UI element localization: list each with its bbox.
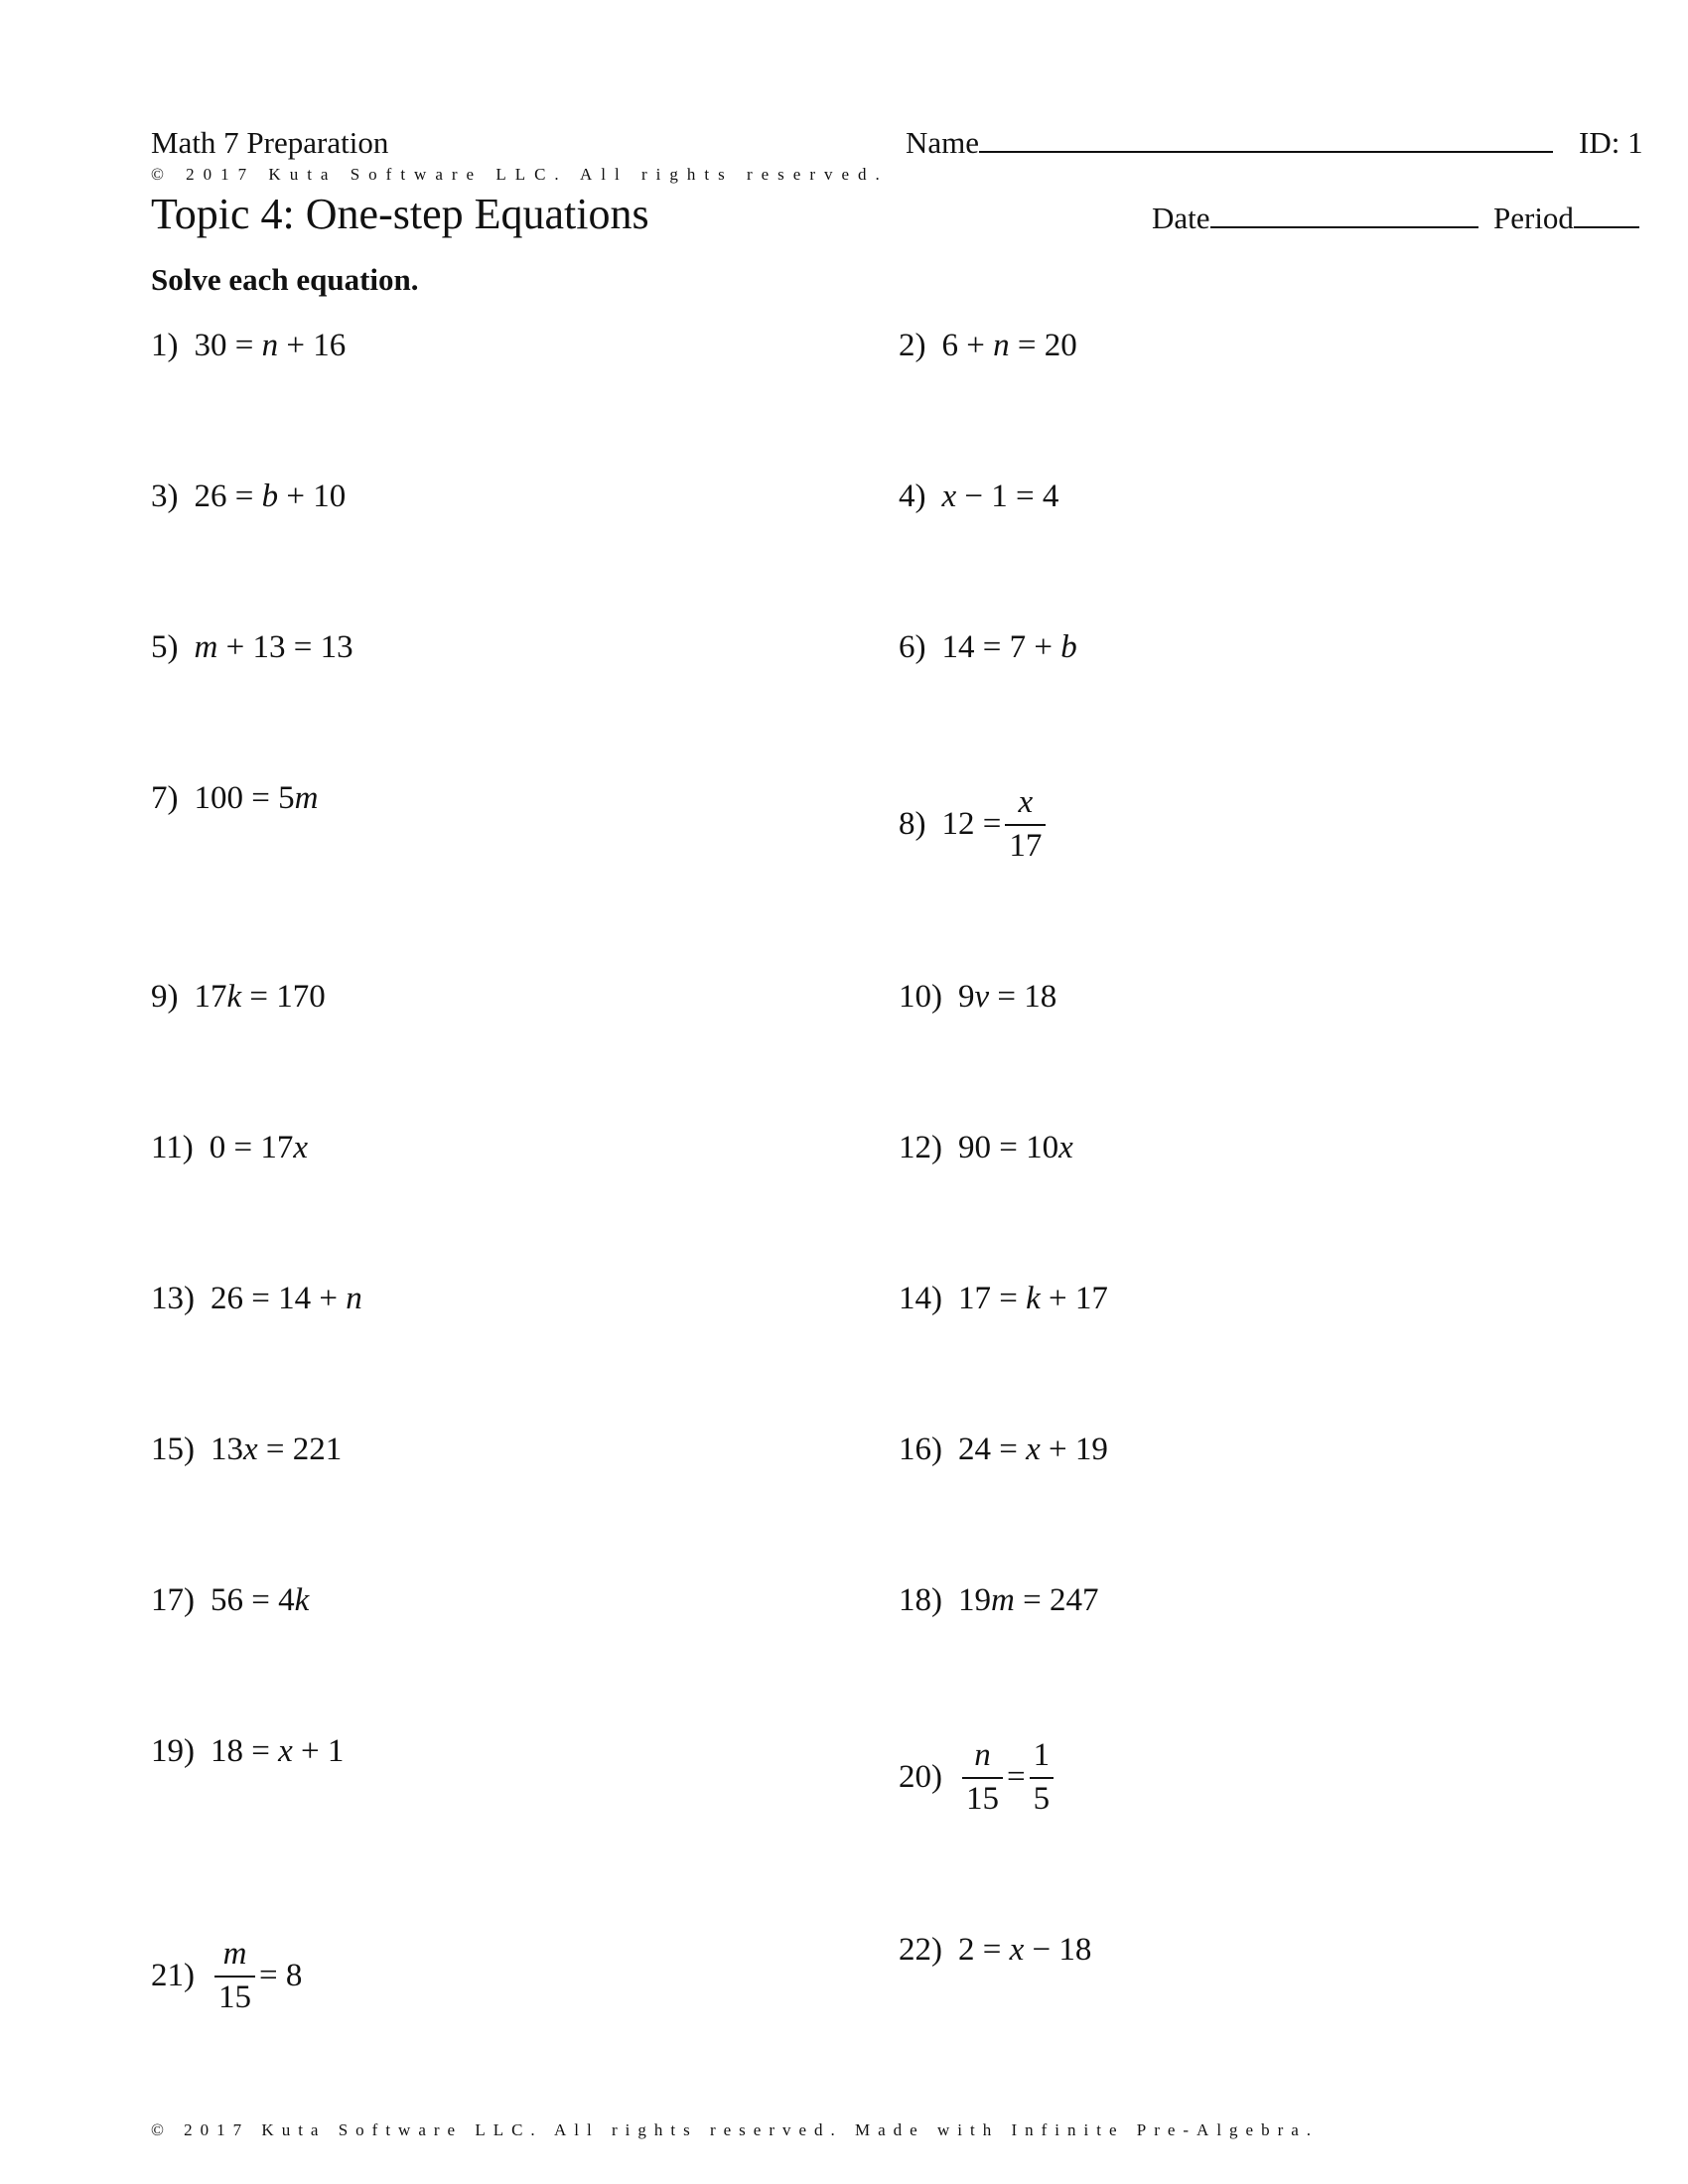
problem-number: 5) bbox=[151, 629, 179, 665]
problem-number: 18) bbox=[899, 1582, 942, 1618]
problem-14 bbox=[899, 1281, 1108, 1317]
problem-7 bbox=[151, 780, 318, 817]
problem-2 bbox=[899, 328, 1077, 364]
variable: x bbox=[278, 1733, 293, 1769]
problem-20 bbox=[899, 1737, 1057, 1819]
equation-suffix: = 18 bbox=[989, 979, 1057, 1015]
problem-number: 2) bbox=[899, 328, 926, 363]
equation-prefix: 19 bbox=[958, 1582, 991, 1618]
problem-number: 19) bbox=[151, 1733, 195, 1769]
problem-number: 20) bbox=[899, 1759, 942, 1796]
problem-4 bbox=[899, 478, 1058, 515]
equation-prefix: 2 = bbox=[958, 1932, 1010, 1968]
fraction bbox=[214, 1936, 255, 2017]
name-label: Name bbox=[906, 125, 980, 160]
problem-number: 16) bbox=[899, 1432, 942, 1467]
equation-suffix: = 170 bbox=[241, 979, 326, 1015]
equation bbox=[195, 780, 319, 817]
equation-prefix: 30 = bbox=[194, 328, 262, 363]
problem-number: 15) bbox=[151, 1432, 195, 1467]
fraction-denominator: 15 bbox=[962, 1777, 1003, 1819]
equation-prefix: 17 = bbox=[958, 1281, 1027, 1316]
variable: b bbox=[261, 478, 279, 514]
equation bbox=[958, 1432, 1108, 1468]
equation bbox=[211, 1936, 302, 2017]
topic-title: Topic 4: One-step Equations bbox=[151, 190, 649, 238]
problem-number: 7) bbox=[151, 780, 179, 816]
problem-number: 11) bbox=[151, 1130, 194, 1165]
fraction-numerator: m bbox=[222, 1936, 247, 1972]
name-blank[interactable] bbox=[979, 125, 1553, 153]
equation bbox=[210, 1130, 308, 1166]
date-label: Date bbox=[1152, 201, 1210, 235]
problem-number: 3) bbox=[151, 478, 179, 514]
problem-number: 17) bbox=[151, 1582, 195, 1618]
variable: b bbox=[1060, 629, 1077, 665]
equation-suffix: + 13 = 13 bbox=[217, 629, 353, 665]
equation-prefix: 6 + bbox=[941, 328, 994, 363]
variable: x bbox=[293, 1130, 309, 1165]
id-label: ID: 1 bbox=[1579, 125, 1643, 160]
problem-number: 6) bbox=[899, 629, 926, 665]
problem-19 bbox=[151, 1733, 344, 1770]
equation-suffix: + 19 bbox=[1040, 1432, 1108, 1467]
fraction-left bbox=[962, 1737, 1003, 1819]
problem-12 bbox=[899, 1130, 1073, 1166]
variable: k bbox=[226, 979, 242, 1015]
equation bbox=[195, 979, 326, 1016]
equation-suffix: = 221 bbox=[257, 1432, 343, 1467]
variable: m bbox=[194, 629, 218, 665]
fraction-right bbox=[1030, 1737, 1055, 1819]
equation-prefix: 18 = bbox=[211, 1733, 279, 1769]
instructions: Solve each equation. bbox=[151, 262, 419, 297]
date-field[interactable] bbox=[1152, 201, 1478, 236]
fraction-numerator: n bbox=[974, 1737, 991, 1773]
equation bbox=[958, 1932, 1091, 1969]
equation bbox=[958, 1582, 1098, 1619]
variable: k bbox=[1026, 1281, 1041, 1316]
equation-prefix: 13 bbox=[211, 1432, 243, 1467]
variable: x bbox=[243, 1432, 258, 1467]
equation-prefix: 9 bbox=[958, 979, 975, 1015]
equation-prefix: 26 = 14 + bbox=[211, 1281, 347, 1316]
copyright-line: © 2017 Kuta Software LLC. All rights reserved. bbox=[151, 165, 889, 184]
problem-number: 9) bbox=[151, 979, 179, 1015]
fraction-denominator: 5 bbox=[1030, 1777, 1055, 1819]
equation-prefix: 56 = 4 bbox=[211, 1582, 295, 1618]
problem-number: 12) bbox=[899, 1130, 942, 1165]
equation bbox=[195, 328, 347, 364]
equation-suffix: = 247 bbox=[1014, 1582, 1099, 1618]
equation bbox=[195, 629, 353, 666]
equation-prefix: 17 bbox=[194, 979, 227, 1015]
problem-number: 13) bbox=[151, 1281, 195, 1316]
equation bbox=[958, 1281, 1108, 1317]
problem-17 bbox=[151, 1582, 309, 1619]
variable: v bbox=[974, 979, 990, 1015]
equation bbox=[958, 1737, 1057, 1819]
problem-15 bbox=[151, 1432, 342, 1468]
problem-3 bbox=[151, 478, 346, 515]
problem-6 bbox=[899, 629, 1077, 666]
equation-suffix: + 1 bbox=[292, 1733, 345, 1769]
variable: x bbox=[1026, 1432, 1041, 1467]
equation-prefix: 14 = 7 + bbox=[941, 629, 1061, 665]
period-blank[interactable] bbox=[1574, 201, 1639, 228]
fraction-numerator: 1 bbox=[1033, 1737, 1051, 1773]
equation-prefix: 26 = bbox=[194, 478, 262, 514]
problem-number: 21) bbox=[151, 1958, 195, 1994]
variable: n bbox=[346, 1281, 362, 1316]
name-field[interactable] bbox=[906, 125, 1553, 161]
variable: x bbox=[1009, 1932, 1025, 1968]
equation-suffix: − 18 bbox=[1024, 1932, 1092, 1968]
equation bbox=[942, 629, 1077, 666]
problem-9 bbox=[151, 979, 326, 1016]
equation bbox=[958, 1130, 1073, 1166]
equation-suffix: + 10 bbox=[278, 478, 347, 514]
problem-number: 4) bbox=[899, 478, 926, 514]
equation-suffix: + 17 bbox=[1040, 1281, 1108, 1316]
period-field[interactable] bbox=[1493, 201, 1639, 236]
fraction-denominator: 15 bbox=[214, 1976, 255, 2017]
problem-1 bbox=[151, 328, 346, 364]
problem-13 bbox=[151, 1281, 362, 1317]
equation-prefix: 0 = 17 bbox=[209, 1130, 294, 1165]
problem-10 bbox=[899, 979, 1056, 1016]
equation bbox=[211, 1582, 309, 1619]
equation-suffix: + 16 bbox=[278, 328, 347, 363]
problem-number: 8) bbox=[899, 806, 926, 843]
fraction bbox=[1005, 784, 1046, 866]
variable: x bbox=[1058, 1130, 1073, 1165]
equation bbox=[211, 1432, 342, 1468]
date-blank[interactable] bbox=[1210, 201, 1478, 228]
equation-right: = 8 bbox=[259, 1958, 303, 1994]
equation bbox=[211, 1733, 344, 1770]
variable: k bbox=[294, 1582, 310, 1618]
equation bbox=[942, 784, 1051, 866]
fraction-denominator: 17 bbox=[1005, 824, 1046, 866]
problem-number: 1) bbox=[151, 328, 179, 363]
problem-number: 22) bbox=[899, 1932, 942, 1968]
problem-21 bbox=[151, 1936, 302, 2017]
equation bbox=[958, 979, 1056, 1016]
equation-prefix: 100 = 5 bbox=[194, 780, 295, 816]
fraction-numerator: x bbox=[1018, 784, 1034, 820]
equation-prefix: 90 = 10 bbox=[958, 1130, 1059, 1165]
variable: m bbox=[991, 1582, 1015, 1618]
equation bbox=[942, 478, 1059, 515]
equation-suffix: = 20 bbox=[1009, 328, 1077, 363]
problem-11 bbox=[151, 1130, 308, 1166]
equation-prefix: 24 = bbox=[958, 1432, 1027, 1467]
problem-8 bbox=[899, 784, 1050, 866]
problem-18 bbox=[899, 1582, 1098, 1619]
period-label: Period bbox=[1493, 201, 1574, 235]
variable: n bbox=[993, 328, 1010, 363]
equals-sign: = bbox=[1007, 1759, 1026, 1796]
equation bbox=[211, 1281, 362, 1317]
equation-suffix: − 1 = 4 bbox=[956, 478, 1059, 514]
problem-5 bbox=[151, 629, 353, 666]
equation bbox=[195, 478, 347, 515]
problem-22 bbox=[899, 1932, 1091, 1969]
equation bbox=[942, 328, 1077, 364]
problem-number: 10) bbox=[899, 979, 942, 1015]
footer-copyright: © 2017 Kuta Software LLC. All rights reserved. Made with Infinite Pre-Algebra. bbox=[151, 2120, 1320, 2139]
variable: m bbox=[294, 780, 319, 816]
problem-number: 14) bbox=[899, 1281, 942, 1316]
equation-left: 12 = bbox=[941, 806, 1002, 843]
variable: n bbox=[261, 328, 279, 363]
course-title: Math 7 Preparation bbox=[151, 125, 389, 160]
variable: x bbox=[941, 478, 957, 514]
problem-16 bbox=[899, 1432, 1108, 1468]
